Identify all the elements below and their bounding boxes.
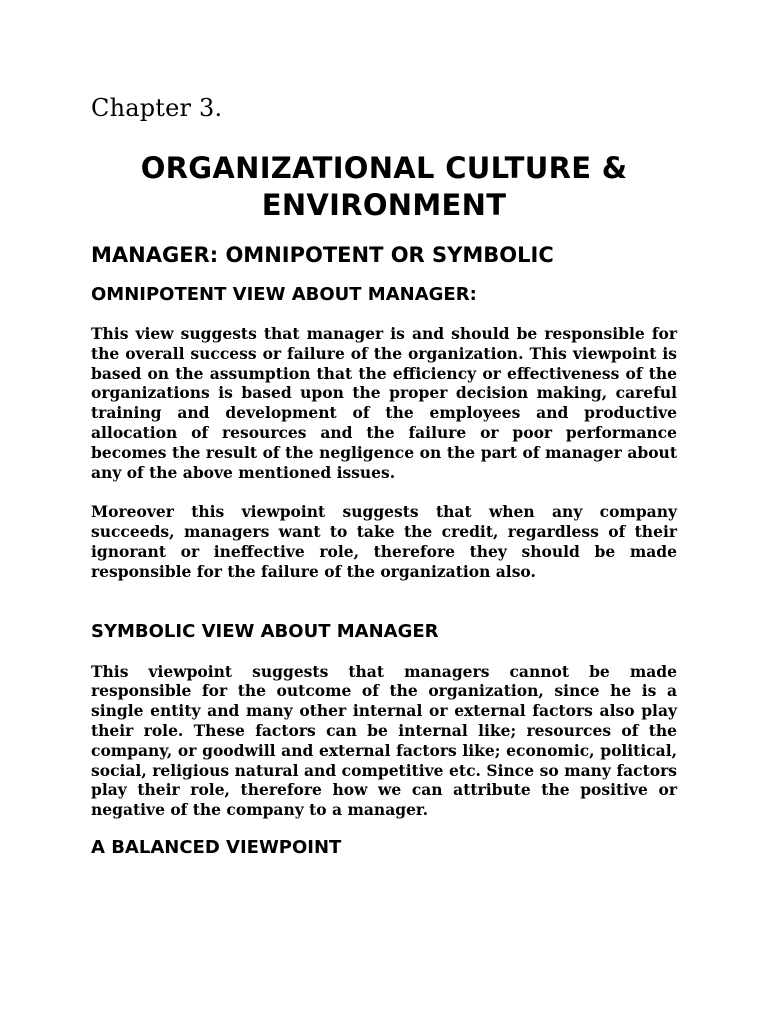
document-page — [91, 92, 677, 860]
chapter-label: Chapter 3. — [91, 94, 223, 122]
paragraph-omnipotent-2: Moreover this viewpoint suggests that when any company succeeds, managers want to take the credit, regardless of their ignorant or ineffective role, therefore they should be made responsible for the failure of the organization also. — [91, 502, 677, 581]
document-title — [71, 150, 697, 224]
subheading-omnipotent: OMNIPOTENT VIEW ABOUT MANAGER: — [91, 284, 477, 305]
subheading-balanced: A BALANCED VIEWPOINT — [91, 836, 342, 858]
title-line-1: ORGANIZATIONAL CULTURE & — [140, 151, 628, 185]
title-line-2: ENVIRONMENT — [261, 188, 507, 222]
paragraph-omnipotent-1: This view suggests that manager is and should be responsible for the overall success or failure of the organization. This viewpoint is based on the assumption that the efficiency or effectiveness of the organizations is based upon the proper decision making, careful training and development of the employees and productive allocation of resources and the failure or poor performance becomes the result of the negligence on the part of manager about any of the above mentioned issues. — [91, 324, 677, 482]
subheading-symbolic: SYMBOLIC VIEW ABOUT MANAGER — [91, 620, 439, 642]
paragraph-symbolic: This viewpoint suggests that managers cannot be made responsible for the outcome of the organization, since he is a single entity and many other internal or external factors also play their role. These factors can be internal like; resources of the company, or goodwill and external factors like; economic, political, social, religious natural and competitive etc. Since so many factors play their role, therefore how we can attribute the positive or negative of the company to a manager. — [91, 661, 677, 820]
section-heading-manager: MANAGER: OMNIPOTENT OR SYMBOLIC — [91, 243, 554, 267]
